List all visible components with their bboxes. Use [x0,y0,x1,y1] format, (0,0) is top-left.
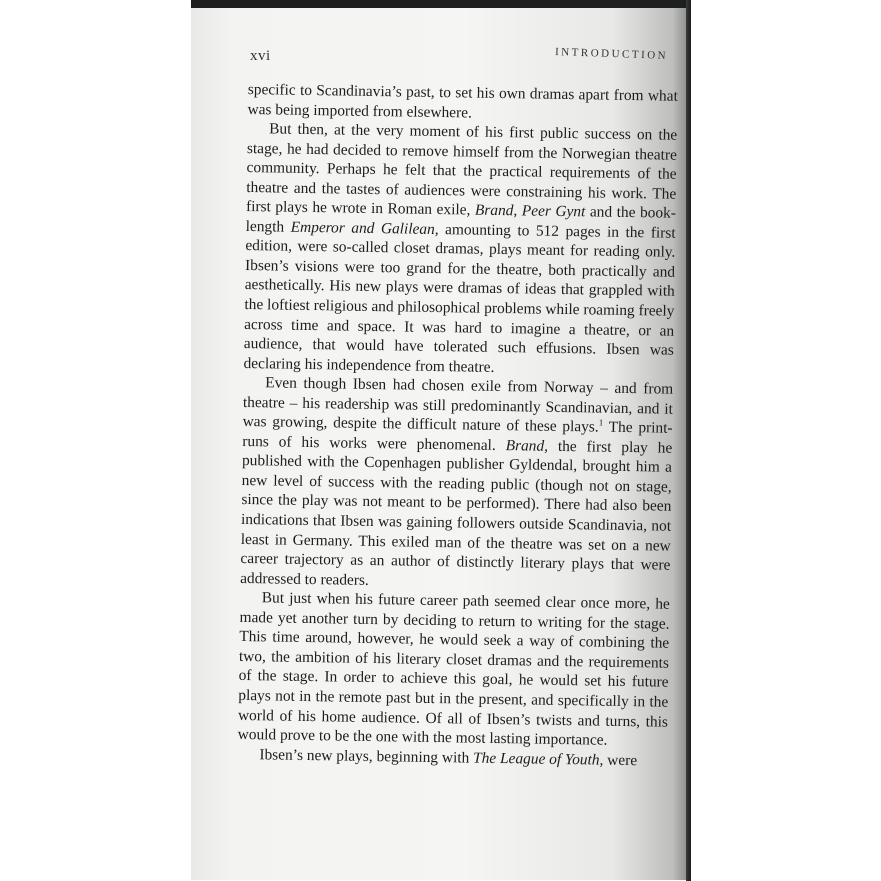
text-run: Ibsen’s new plays, beginning with [259,745,474,767]
text-run: , were [599,751,638,769]
text-run: But just when his future career path seemed clear once more, he made yet another turn by deciding to return to writing for the stage. This time around, however, he would seek a way of combining the two, the ambition of his literary closet dramas and the requirements of the stage. In order to achieve this goal, he would set his future plays not in the remote past but in the present, and specifically in the world of his home audience. Of all of Ibsen’s twists and turns, this would prove to be the one with the most lasting importance. [237,589,670,749]
text-run: , [513,202,522,220]
italic-title: Brand [474,201,514,220]
page-header [191,48,688,68]
text-run: Even though Ibsen had chosen exile from Norway – and from theatre – his readership was still predominantly Scandinavian, and it was growing, despite the difficult nature of these plays. [242,374,674,436]
text-run: , amounting to 512 pages in the first edition, were so-called closet dramas, plays meant for reading only. Ibsen’s visions were too grand for the theatre, both practically and aesthetically. His new plays were dramas of ideas that grappled with the loftiest religious and philosophical problems while roaming freely across time and space. It was hard to imagine a theatre, or an audience, that would have tolerated such effusions. Ibsen was declaring his independence from theatre. [243,220,676,376]
paragraph [243,119,677,380]
text-run: and the book-length [245,203,677,236]
text-run: specific to Scandinavia’s past, to set his own dramas apart from what was being imported from elsewhere. [247,80,678,122]
italic-title: Peer Gynt [521,202,586,221]
footnote-marker: 1 [598,417,604,428]
page-number: xvi [250,48,271,64]
italic-title: Emperor and Galilean [290,218,435,238]
italic-title: Brand [505,436,545,455]
italic-title: The League of Youth [472,749,600,769]
running-head: INTRODUCTION [554,46,669,62]
paragraph [238,588,670,751]
text-run: , the first play he published with the Copenhagen publisher Gyldendal, brought him a new level of success with the reading public (though not on stage, since the play was not meant to be performed). There had also been indications that Ibsen was gaining followers outside Scandinavia, not least in Germany. This exiled man of the theatre was set on a new career trajectory as an author of distinctly literary plays that were addressed to readers. [240,437,673,589]
book-page [191,8,688,880]
text-run: But then, at the very moment of his first public success on the stage, he had decided to remove himself from the Norwegian theatre community. Perhaps he felt that the practical requirements of the theatre and the tastes of audiences were constraining his work. The first plays he wrote in Roman exile, [245,120,678,219]
text-run: The print-runs of his works were phenomenal. [242,418,673,454]
paragraph [247,80,678,126]
book-edge-right [686,0,691,881]
body-text [237,80,678,771]
paragraph [240,373,673,595]
